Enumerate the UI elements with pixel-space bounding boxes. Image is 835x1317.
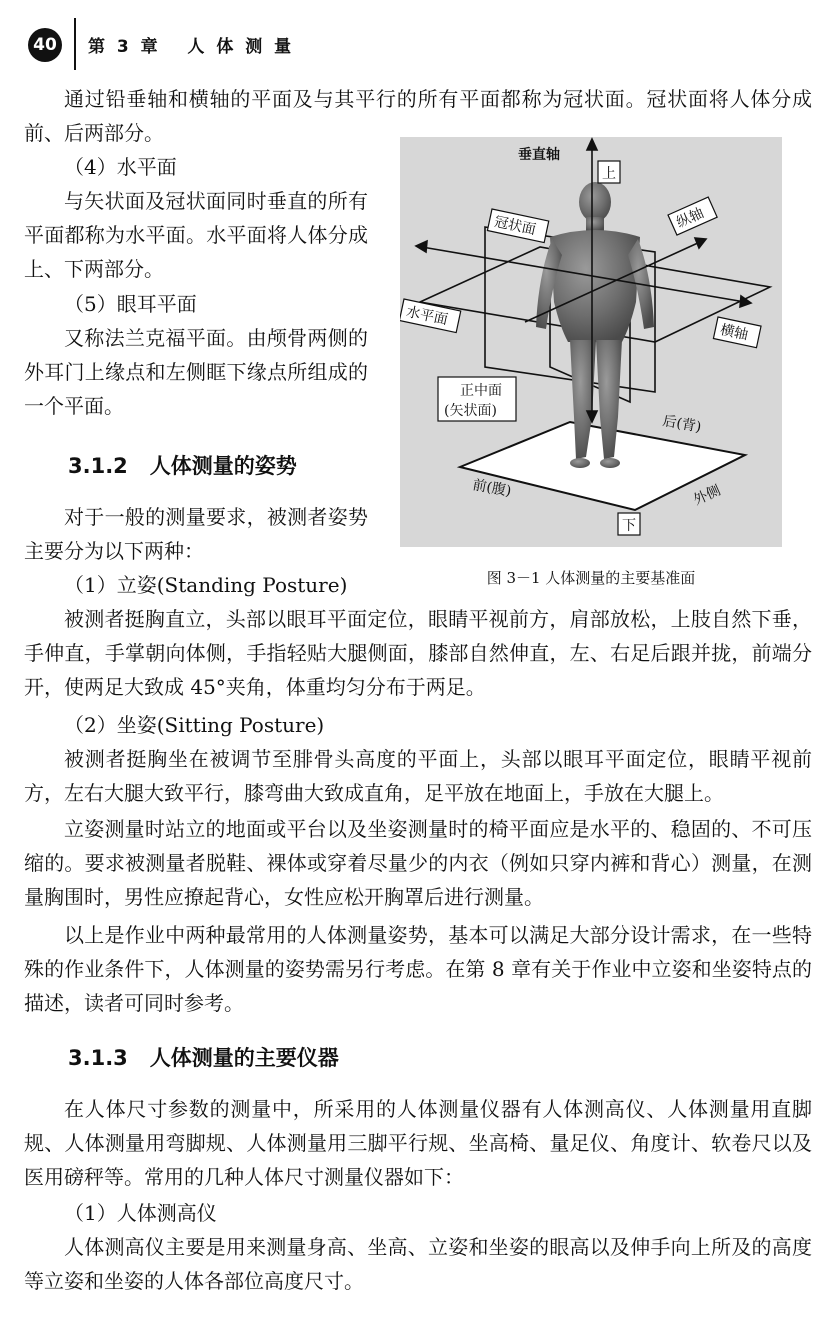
longitudinal-axis-arrow [695, 238, 706, 248]
list-item-sitting: （2）坐姿(Sitting Posture) [64, 713, 325, 737]
paragraph-common-postures: 以上是作业中两种最常用的人体测量姿势，基本可以满足大部分设计需求，在一些特殊的作业条件下，人体测量的姿势需另行考虑。在第 8 章有关于作业中立姿和坐姿特点的描述，读者可同时参考。 [24, 923, 812, 1015]
label-vertical-axis: 垂直轴 [518, 147, 560, 163]
label-coronal-plane: 冠状面 [492, 213, 538, 239]
label-lateral: 外侧 [691, 482, 724, 509]
paragraph-sitting: 被测者挺胸坐在被调节至腓骨头高度的平面上，头部以眼耳平面定位，眼睛平视前方，左右大腿大致平行，膝弯曲大致成直角，足平放在地面上，手放在大腿上。 [24, 747, 812, 805]
chapter-title: 第 3 章 人 体 测 量 [88, 37, 295, 57]
label-down: 下 [622, 518, 636, 534]
label-back: 后(背) [661, 413, 703, 436]
list-item-height-meter: （1）人体测高仪 [64, 1201, 217, 1225]
label-median-plane: 正中面 [460, 383, 502, 399]
label-transverse-axis: 横轴 [718, 321, 750, 344]
paragraph-eye-ear-plane: 又称法兰克福平面。由颅骨两侧的外耳门上缘点和左侧眶下缘点所组成的一个平面。 [24, 326, 368, 418]
header-divider [74, 18, 76, 70]
figure-reference-planes [400, 137, 782, 547]
label-sagittal-plane: (矢状面) [444, 403, 497, 419]
paragraph-ground: 立姿测量时站立的地面或平台以及坐姿测量时的椅平面应是水平的、稳固的、不可压缩的。要求被测量者脱鞋、裸体或穿着尽量少的内衣（例如只穿内裤和背心）测量，在测量胸围时，男性应撩起背心，女性应松开胸罩后进行测量。 [24, 817, 812, 909]
page-number: 40 [28, 28, 62, 62]
transverse-axis-arrow-left [416, 241, 427, 252]
label-longitudinal-axis: 纵轴 [674, 205, 707, 232]
figure-caption: 图 3－1 人体测量的主要基准面 [486, 569, 696, 587]
section-heading-3-1-3: 3.1.3 人体测量的主要仪器 [68, 1046, 339, 1070]
paragraph-horizontal-plane: 与矢状面及冠状面同时垂直的所有平面都称为水平面。水平面将人体分成上、下两部分。 [24, 189, 368, 281]
paragraph-instruments: 在人体尺寸参数的测量中，所采用的人体测量仪器有人体测高仪、人体测量用直脚规、人体测量用弯脚规、人体测量用三脚平行规、坐高椅、量足仪、角度计、软卷尺以及医用磅秤等。常用的几种人体尺寸测量仪器如下： [24, 1097, 812, 1189]
list-item-eye-ear-plane: （5）眼耳平面 [64, 292, 197, 316]
label-up: 上 [602, 166, 616, 182]
paragraph-coronal: 通过铅垂轴和横轴的平面及与其平行的所有平面都称为冠状面。冠状面将人体分成前、后两部分。 [24, 87, 812, 145]
vertical-axis-arrow-up [587, 139, 597, 150]
list-item-standing: （1）立姿(Standing Posture) [64, 573, 348, 597]
label-front: 前(腹) [471, 477, 513, 500]
reference-planes-diagram [400, 137, 782, 547]
section-heading-3-1-2: 3.1.2 人体测量的姿势 [68, 454, 297, 478]
paragraph-posture-intro: 对于一般的测量要求，被测者姿势主要分为以下两种： [24, 505, 368, 563]
paragraph-standing: 被测者挺胸直立，头部以眼耳平面定位，眼睛平视前方，肩部放松，上肢自然下垂，手伸直，手掌朝向体侧，手指轻贴大腿侧面，膝部自然伸直，左、右足后跟并拢，前端分开，使两足大致成 45°夹角，体重均匀分布于两足。 [24, 607, 812, 699]
label-horizontal-plane: 水平面 [404, 303, 450, 329]
list-item-horizontal-plane: （4）水平面 [64, 155, 177, 179]
page-header [24, 18, 824, 70]
paragraph-height-meter: 人体测高仪主要是用来测量身高、坐高、立姿和坐姿的眼高以及伸手向上所及的高度等立姿和坐姿的人体各部位高度尺寸。 [24, 1235, 812, 1293]
